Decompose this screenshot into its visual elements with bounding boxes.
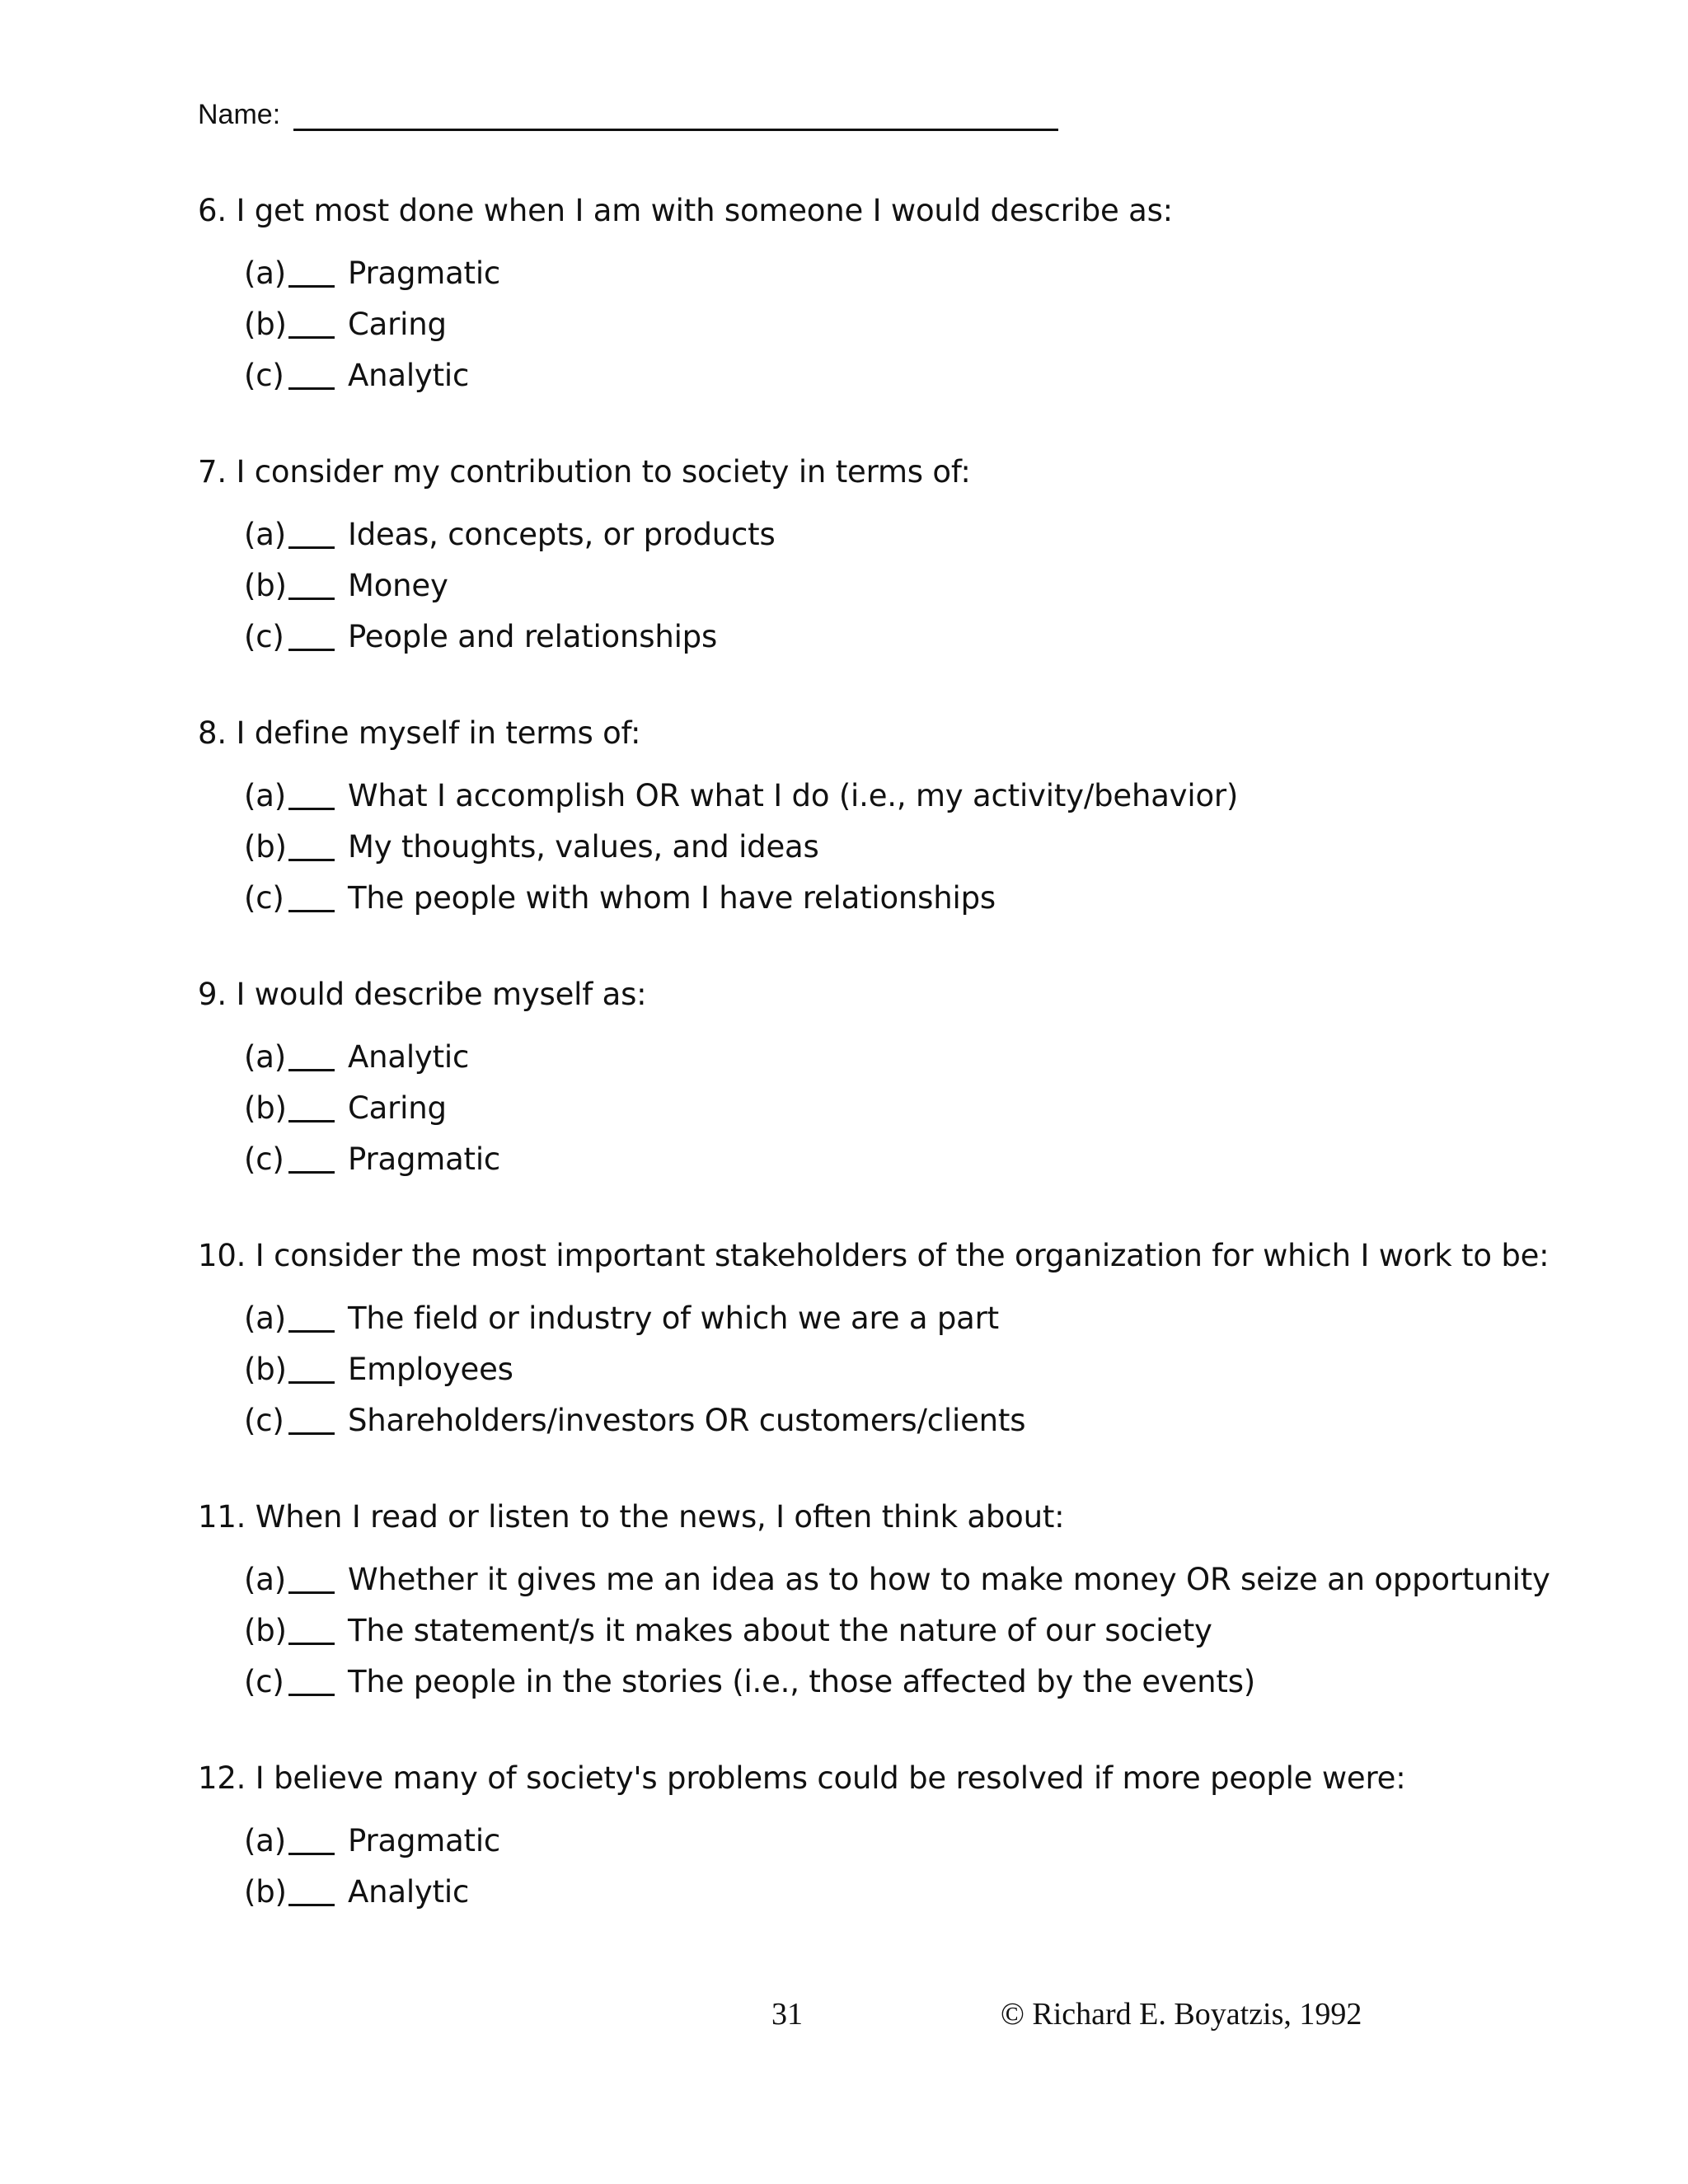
question-6 bbox=[198, 191, 1550, 407]
option-text: What I accomplish OR what I do (i.e., my activity/behavior) bbox=[348, 778, 1239, 813]
question-8 bbox=[198, 714, 1550, 930]
option-list bbox=[244, 1299, 1550, 1452]
answer-blank[interactable] bbox=[288, 1591, 335, 1594]
question-text: 7. I consider my contribution to society in terms of: bbox=[198, 454, 971, 490]
name-field-row bbox=[198, 97, 1071, 138]
option-item bbox=[244, 1872, 1550, 1924]
option-letter: (b) bbox=[244, 1613, 287, 1648]
copyright-notice: © Richard E. Boyatzis, 1992 bbox=[1001, 1997, 1362, 2032]
name-label: Name: bbox=[198, 99, 281, 130]
option-text: People and relationships bbox=[348, 619, 718, 654]
option-letter: (a) bbox=[244, 778, 286, 813]
option-item bbox=[244, 254, 1550, 305]
option-text: The people in the stories (i.e., those affected by the events) bbox=[348, 1664, 1256, 1699]
question-10 bbox=[198, 1236, 1550, 1452]
option-text: Employees bbox=[348, 1352, 513, 1387]
answer-blank[interactable] bbox=[288, 1069, 335, 1071]
question-12 bbox=[198, 1759, 1550, 1924]
option-letter: (c) bbox=[244, 358, 284, 393]
option-item bbox=[244, 827, 1550, 879]
option-letter: (c) bbox=[244, 1403, 284, 1438]
option-text: Ideas, concepts, or products bbox=[348, 517, 776, 552]
option-letter: (a) bbox=[244, 1039, 286, 1075]
page-number: 31 bbox=[771, 1997, 803, 2032]
option-text: Caring bbox=[348, 307, 447, 342]
option-letter: (c) bbox=[244, 1141, 284, 1177]
option-item bbox=[244, 1662, 1550, 1713]
option-list bbox=[244, 1821, 1550, 1924]
answer-blank[interactable] bbox=[288, 546, 335, 549]
option-letter: (a) bbox=[244, 1562, 286, 1597]
option-letter: (a) bbox=[244, 255, 286, 291]
question-7 bbox=[198, 452, 1550, 668]
answer-blank[interactable] bbox=[288, 1381, 335, 1384]
option-text: Caring bbox=[348, 1090, 447, 1126]
answer-blank[interactable] bbox=[288, 1694, 335, 1696]
answer-blank[interactable] bbox=[288, 859, 335, 861]
answer-blank[interactable] bbox=[288, 1171, 335, 1174]
option-item bbox=[244, 356, 1550, 407]
option-letter: (b) bbox=[244, 1352, 287, 1387]
answer-blank[interactable] bbox=[288, 1432, 335, 1435]
question-text: 10. I consider the most important stakeholders of the organization for which I work to be: bbox=[198, 1238, 1550, 1273]
option-text: Analytic bbox=[348, 358, 470, 393]
option-item bbox=[244, 515, 1550, 566]
option-item bbox=[244, 1821, 1550, 1872]
answer-blank[interactable] bbox=[288, 1330, 335, 1333]
option-text: Analytic bbox=[348, 1039, 470, 1075]
question-text: 8. I define myself in terms of: bbox=[198, 715, 641, 751]
option-letter: (b) bbox=[244, 568, 287, 603]
option-letter: (b) bbox=[244, 307, 287, 342]
option-item bbox=[244, 1140, 1550, 1191]
question-text: 11. When I read or listen to the news, I often think about: bbox=[198, 1499, 1065, 1535]
option-item bbox=[244, 566, 1550, 617]
option-letter: (c) bbox=[244, 619, 284, 654]
option-text: Money bbox=[348, 568, 448, 603]
option-item bbox=[244, 1089, 1550, 1140]
option-letter: (a) bbox=[244, 517, 286, 552]
option-item bbox=[244, 776, 1550, 827]
answer-blank[interactable] bbox=[288, 1643, 335, 1645]
option-item bbox=[244, 879, 1550, 930]
option-list bbox=[244, 515, 1550, 668]
option-item bbox=[244, 1560, 1550, 1611]
option-letter: (b) bbox=[244, 1090, 287, 1126]
option-item bbox=[244, 1350, 1550, 1401]
option-text: The statement/s it makes about the nature of our society bbox=[348, 1613, 1212, 1648]
answer-blank[interactable] bbox=[288, 649, 335, 651]
option-letter: (a) bbox=[244, 1301, 286, 1336]
option-letter: (b) bbox=[244, 829, 287, 865]
option-list bbox=[244, 776, 1550, 930]
option-item bbox=[244, 1401, 1550, 1452]
question-9 bbox=[198, 975, 1550, 1191]
option-text: Pragmatic bbox=[348, 1141, 501, 1177]
answer-blank[interactable] bbox=[288, 1853, 335, 1855]
answer-blank[interactable] bbox=[288, 336, 335, 339]
answer-blank[interactable] bbox=[288, 598, 335, 600]
option-list bbox=[244, 1560, 1550, 1713]
name-input-line[interactable] bbox=[293, 129, 1058, 131]
question-text: 9. I would describe myself as: bbox=[198, 977, 647, 1012]
option-text: The field or industry of which we are a part bbox=[348, 1301, 999, 1336]
answer-blank[interactable] bbox=[288, 808, 335, 810]
answer-blank[interactable] bbox=[288, 1120, 335, 1122]
answer-blank[interactable] bbox=[288, 1904, 335, 1906]
answer-blank[interactable] bbox=[288, 285, 335, 288]
option-list bbox=[244, 254, 1550, 407]
option-text: The people with whom I have relationships bbox=[348, 880, 996, 916]
option-text: Analytic bbox=[348, 1874, 470, 1910]
question-11 bbox=[198, 1497, 1550, 1713]
option-letter: (a) bbox=[244, 1823, 286, 1858]
option-text: Whether it gives me an idea as to how to make money OR seize an opportunity bbox=[348, 1562, 1550, 1597]
option-letter: (c) bbox=[244, 1664, 284, 1699]
question-text: 6. I get most done when I am with someone I would describe as: bbox=[198, 193, 1173, 228]
question-text: 12. I believe many of society's problems could be resolved if more people were: bbox=[198, 1760, 1406, 1796]
option-text: Shareholders/investors OR customers/clients bbox=[348, 1403, 1026, 1438]
answer-blank[interactable] bbox=[288, 387, 335, 390]
option-list bbox=[244, 1038, 1550, 1191]
answer-blank[interactable] bbox=[288, 910, 335, 912]
option-text: My thoughts, values, and ideas bbox=[348, 829, 819, 865]
option-letter: (c) bbox=[244, 880, 284, 916]
option-text: Pragmatic bbox=[348, 255, 501, 291]
option-item bbox=[244, 617, 1550, 668]
option-text: Pragmatic bbox=[348, 1823, 501, 1858]
option-item bbox=[244, 305, 1550, 356]
option-letter: (b) bbox=[244, 1874, 287, 1910]
option-item bbox=[244, 1299, 1550, 1350]
option-item bbox=[244, 1611, 1550, 1662]
option-item bbox=[244, 1038, 1550, 1089]
